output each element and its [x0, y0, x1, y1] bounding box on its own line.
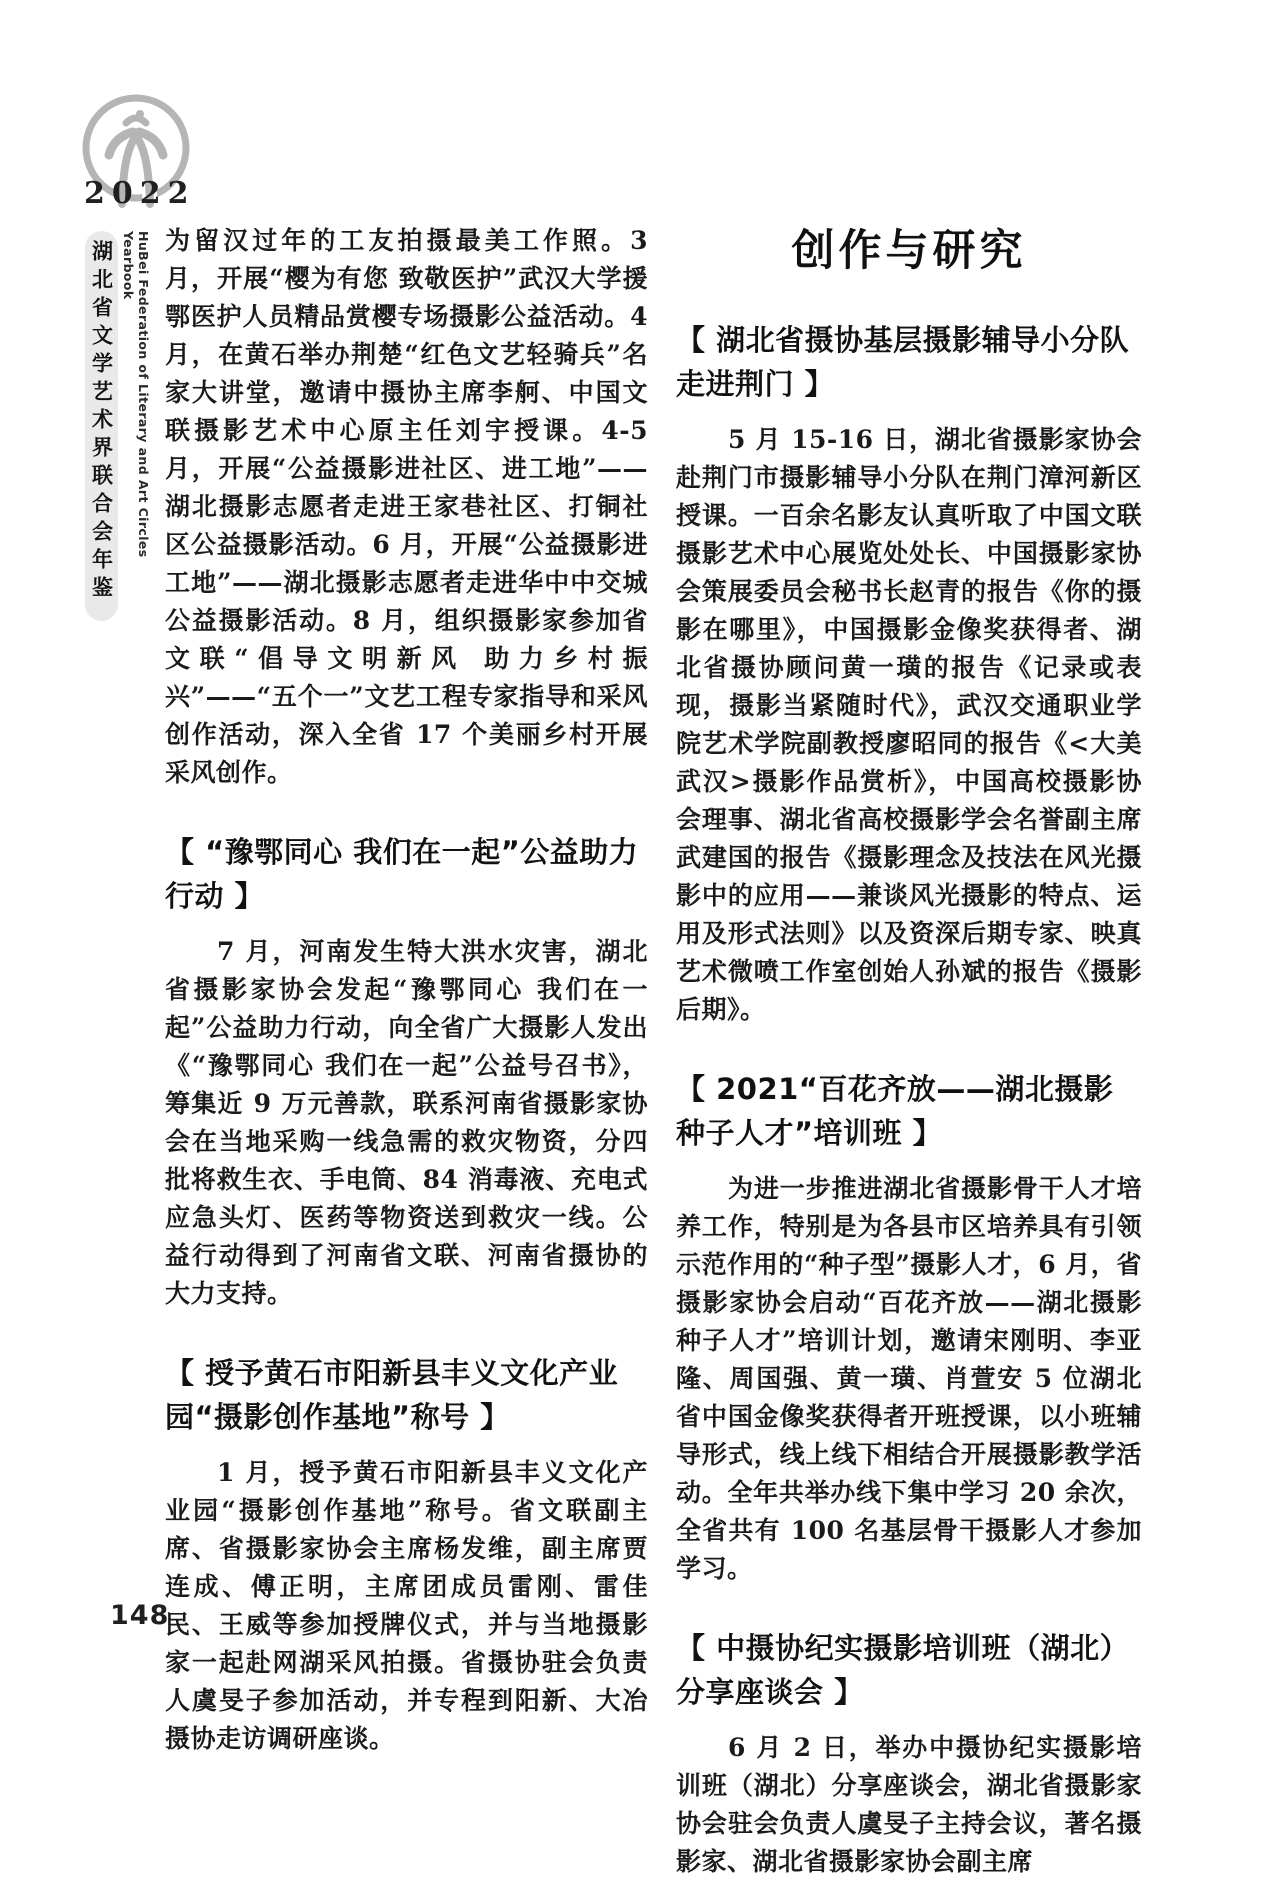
sidebar-title-pill: [85, 231, 118, 621]
entry-heading: 【 2021“百花齐放——湖北摄影种子人才”培训班 】: [676, 1072, 1114, 1150]
entry-paragraph: 6 月 2 日，举办中摄协纪实摄影培训班（湖北）分享座谈会，湖北省摄影家协会驻会负责人虞旻子主持会议，著名摄影家、湖北省摄影家协会副主席: [676, 1733, 1142, 1876]
entry-paragraph: 7 月，河南发生特大洪水灾害，湖北省摄影家协会发起“豫鄂同心 我们在一起”公益助力行动，向全省广大摄影人发出《“豫鄂同心 我们在一起”公益号召书》，筹集近 9 万元善款，联系河南省摄影家协会在当地采购一线急需的救灾物资，分四批将救生衣、手电筒、84 消毒液、充电式应急头灯、医药等物资送到救灾一线。公益行动得到了河南省文联、河南省摄协的大力支持。: [165, 937, 648, 1308]
right-column: [676, 226, 1142, 1881]
logo-year: 2022: [84, 176, 196, 211]
section-headline: 创作与研究: [791, 226, 1027, 276]
entry-heading: 【 “豫鄂同心 我们在一起”公益助力行动 】: [165, 835, 639, 913]
entry-heading: 【 湖北省摄协基层摄影辅导小分队走进荆门 】: [676, 323, 1130, 401]
entry-heading: 【 授予黄石市阳新县丰义文化产业园“摄影创作基地”称号 】: [165, 1356, 619, 1434]
entry-paragraph: 1 月，授予黄石市阳新县丰义文化产业园“摄影创作基地”称号。省文联副主席、省摄影家协会主席杨发维，副主席贾连成、傅正明，主席团成员雷刚、雷佳民、王威等参加授牌仪式，并与当地摄影家一起赴网湖采风拍摄。省摄协驻会负责人虞旻子参加活动，并专程到阳新、大冶摄协走访调研座谈。: [165, 1458, 648, 1753]
entry-paragraph: 5 月 15-16 日，湖北省摄影家协会赴荆门市摄影辅导小分队在荆门漳河新区授课。一百余名影友认真听取了中国文联摄影艺术中心展览处处长、中国摄影家协会策展委员会秘书长赵青的报告《你的摄影在哪里》，中国摄影金像奖获得者、湖北省摄协顾问黄一璜的报告《记录或表现，摄影当紧随时代》，武汉交通职业学院艺术学院副教授廖昭同的报告《<大美武汉>摄影作品赏析》，中国高校摄影协会理事、湖北省高校摄影学会名誉副主席武建国的报告《摄影理念及技法在风光摄影中的应用——兼谈风光摄影的特点、运用及形式法则》以及资深后期专家、映真艺术微喷工作室创始人孙斌的报告《摄影后期》。: [676, 425, 1142, 1024]
sidebar-title-en: HuBei Federation of Literary and Art Circles Yearbook: [121, 231, 151, 558]
entry-paragraph: 为进一步推进湖北省摄影骨干人才培养工作，特别是为各县市区培养具有引领示范作用的“种子型”摄影人才，6 月，省摄影家协会启动“百花齐放——湖北摄影种子人才”培训计划，邀请宋刚明、李亚隆、周国强、黄一璜、肖萱安 5 位湖北省中国金像奖获得者开班授课，以小班辅导形式，线上线下相结合开展摄影教学活动。全年共举办线下集中学习 20 余次，全省共有 100 名基层骨干摄影人才参加学习。: [676, 1174, 1142, 1583]
entry-paragraph-continuation: 为留汉过年的工友拍摄最美工作照。3 月，开展“樱为有您 致敬医护”武汉大学援鄂医护人员精品赏樱专场摄影公益活动。4 月，在黄石举办荆楚“红色文艺轻骑兵”名家大讲堂，邀请中摄协主席李舸、中国文联摄影艺术中心原主任刘宇授课。4-5 月，开展“公益摄影进社区、进工地”——湖北摄影志愿者走进王家巷社区、打铜社区公益摄影活动。6 月，开展“公益摄影进工地”——湖北摄影志愿者走进华中中交城公益摄影活动。8 月，组织摄影家参加省文联“倡导文明新风 助力乡村振兴”——“五个一”文艺工程专家指导和采风创作活动，深入全省 17 个美丽乡村开展采风创作。: [165, 226, 648, 787]
entry-heading: 【 中摄协纪实摄影培训班（湖北）分享座谈会 】: [676, 1631, 1130, 1709]
left-column: [165, 222, 648, 1758]
sidebar-title-cn: 湖北省文学艺术界联合会年鉴: [89, 240, 114, 604]
page-number: 148: [110, 1600, 170, 1631]
